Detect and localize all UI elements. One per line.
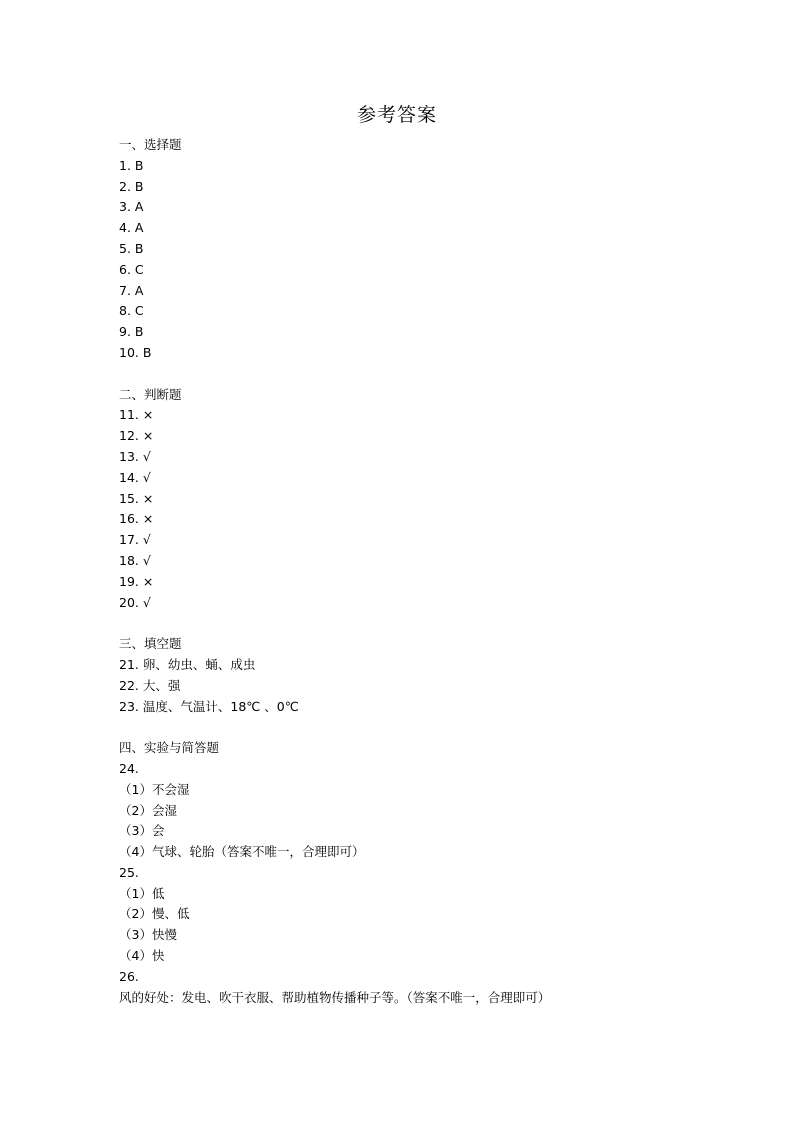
sub-question-number: （3） xyxy=(119,927,152,943)
list-item xyxy=(119,489,719,510)
answer-text: 快慢 xyxy=(151,927,177,943)
answer-text: 大、强 xyxy=(142,677,181,693)
list-item xyxy=(119,239,719,260)
answer-mark: √ xyxy=(142,469,151,485)
question-number: 20. xyxy=(119,594,139,610)
list-item xyxy=(119,801,719,822)
answer-text: 风的好处：发电、吹干衣服、帮助植物传播种子等。（答案不唯一，合理即可） xyxy=(119,989,551,1005)
section-heading-fill-blank: 三、填空题 xyxy=(119,636,182,652)
question-number: 3. xyxy=(119,199,131,215)
sub-question-number: （4） xyxy=(119,948,152,964)
list-item xyxy=(119,301,719,322)
answer-text: 会 xyxy=(151,823,165,839)
list-item xyxy=(119,218,719,239)
answer-mark: × xyxy=(142,428,154,444)
question-number: 17. xyxy=(119,532,139,548)
list-item xyxy=(119,780,719,801)
question-number: 10. xyxy=(119,344,139,360)
answer-text: A xyxy=(134,220,144,236)
answer-text: 不会湿 xyxy=(151,781,190,797)
question-number: 5. xyxy=(119,240,131,256)
list-item xyxy=(119,468,719,489)
sub-question-number: （1） xyxy=(119,781,152,797)
list-item xyxy=(119,884,719,905)
question-number-26: 26. xyxy=(119,968,139,984)
answer-mark: √ xyxy=(142,448,151,464)
answer-text: A xyxy=(134,282,144,298)
list-item xyxy=(119,343,719,364)
answer-text: 慢、低 xyxy=(151,906,190,922)
list-item xyxy=(119,925,719,946)
choice-answer-list xyxy=(119,156,719,364)
answer-text: 低 xyxy=(151,885,165,901)
section-heading-judgment: 二、判断题 xyxy=(119,386,182,402)
question-number: 4. xyxy=(119,220,131,236)
question-number: 6. xyxy=(119,261,131,277)
question-number: 7. xyxy=(119,282,131,298)
list-item xyxy=(119,405,719,426)
list-item xyxy=(119,821,719,842)
question-number: 9. xyxy=(119,324,131,340)
question-number: 1. xyxy=(119,157,131,173)
list-item xyxy=(119,260,719,281)
sub-question-number: （2） xyxy=(119,906,152,922)
question-number: 15. xyxy=(119,490,139,506)
answer-mark: √ xyxy=(142,532,151,548)
answer-text: 温度、气温计、18℃ 、0℃ xyxy=(142,698,299,714)
list-item xyxy=(119,197,719,218)
question-number-25: 25. xyxy=(119,864,139,880)
answer-mark: √ xyxy=(142,594,151,610)
question-number: 11. xyxy=(119,407,139,423)
list-item xyxy=(119,156,719,177)
list-item xyxy=(119,509,719,530)
sub-question-number: （2） xyxy=(119,802,152,818)
answer-text: B xyxy=(142,344,152,360)
answer-content xyxy=(119,135,719,1008)
answer-text: C xyxy=(134,261,144,277)
list-item xyxy=(119,946,719,967)
sub-question-number: （3） xyxy=(119,823,152,839)
list-item xyxy=(119,530,719,551)
list-item xyxy=(119,426,719,447)
question-number: 8. xyxy=(119,303,131,319)
answer-mark: × xyxy=(142,490,154,506)
question-number: 14. xyxy=(119,469,139,485)
section-spacer xyxy=(119,717,719,738)
answer-mark: × xyxy=(142,407,154,423)
answer-mark: √ xyxy=(142,552,151,568)
list-item xyxy=(119,904,719,925)
list-item xyxy=(119,593,719,614)
answer-text: 快 xyxy=(151,948,165,964)
question-number: 12. xyxy=(119,428,139,444)
answer-mark: × xyxy=(142,573,154,589)
answer-text: 会湿 xyxy=(151,802,177,818)
answer-text: B xyxy=(134,324,144,340)
question-number: 16. xyxy=(119,511,139,527)
answer-text: C xyxy=(134,303,144,319)
question-number: 2. xyxy=(119,178,131,194)
sub-question-number: （1） xyxy=(119,885,152,901)
answer-text: 卵、幼虫、蛹、成虫 xyxy=(142,656,256,672)
judgment-answer-list xyxy=(119,405,719,613)
answer-text: B xyxy=(134,240,144,256)
section-heading-choice: 一、选择题 xyxy=(119,137,182,152)
question-number: 22. xyxy=(119,677,139,693)
list-item xyxy=(119,281,719,302)
sub-question-number: （4） xyxy=(119,844,152,860)
answer-text: B xyxy=(134,157,144,173)
section-spacer xyxy=(119,364,719,385)
list-item xyxy=(119,676,719,697)
answer-text: A xyxy=(134,199,144,215)
list-item xyxy=(119,655,719,676)
list-item xyxy=(119,842,719,863)
section-heading-experiment: 四、实验与简答题 xyxy=(119,740,220,756)
list-item xyxy=(119,697,719,718)
page-title: 参考答案 xyxy=(356,104,437,126)
list-item xyxy=(119,551,719,572)
answer-text: B xyxy=(134,178,144,194)
question-number: 21. xyxy=(119,656,139,672)
answer-text: 气球、轮胎（答案不唯一，合理即可） xyxy=(151,844,365,860)
fill-blank-answer-list xyxy=(119,655,719,717)
section-spacer xyxy=(119,613,719,634)
answer-mark: × xyxy=(142,511,154,527)
question-number: 19. xyxy=(119,573,139,589)
list-item xyxy=(119,322,719,343)
list-item xyxy=(119,572,719,593)
list-item xyxy=(119,447,719,468)
question-number-24: 24. xyxy=(119,760,139,776)
question-number: 23. xyxy=(119,698,139,714)
question-number: 13. xyxy=(119,448,139,464)
list-item xyxy=(119,177,719,198)
question-number: 18. xyxy=(119,552,139,568)
